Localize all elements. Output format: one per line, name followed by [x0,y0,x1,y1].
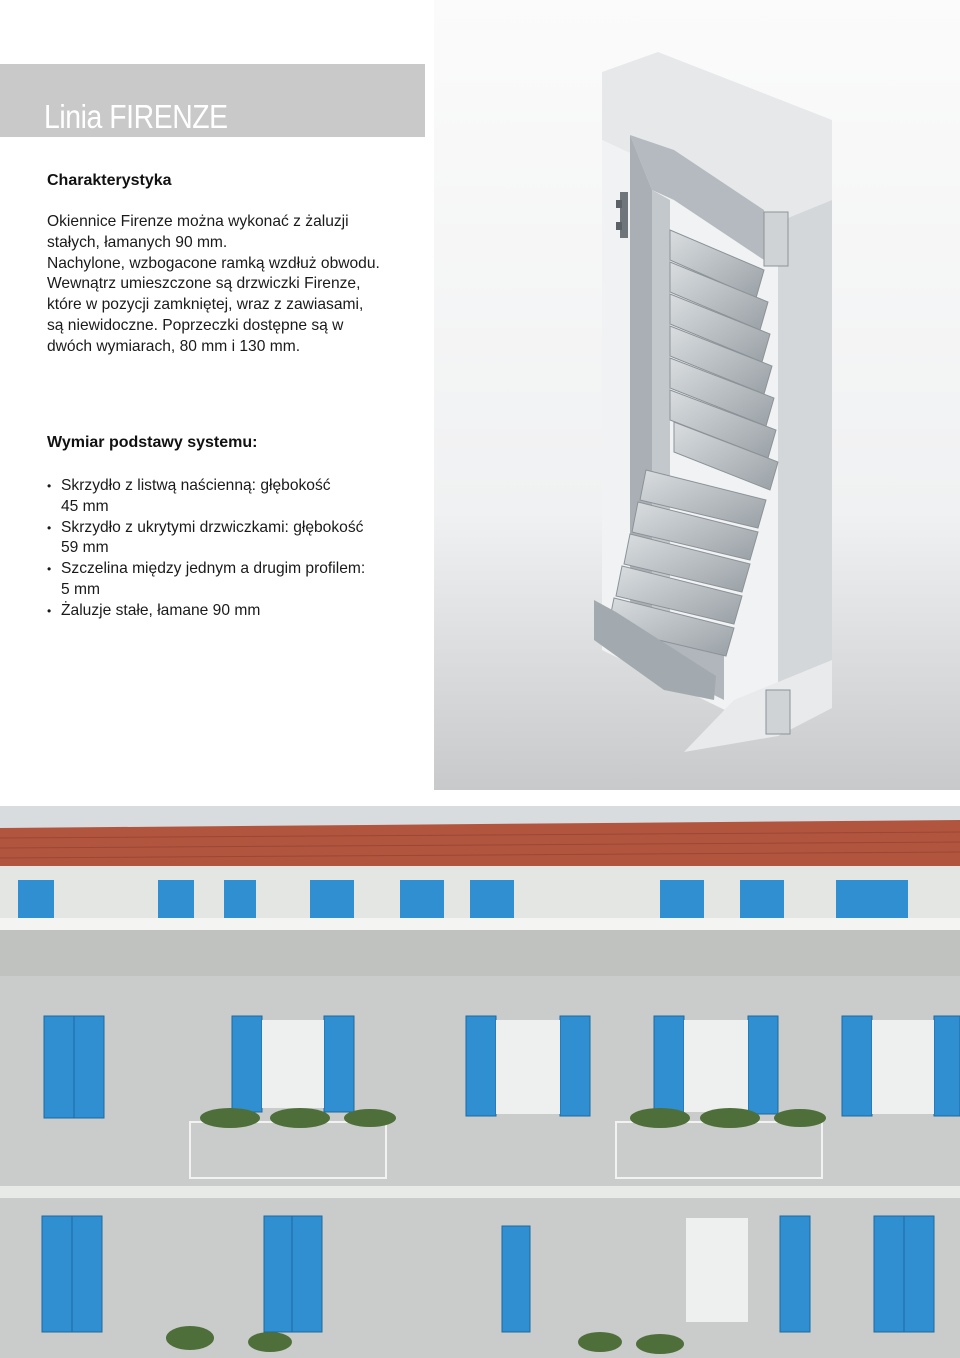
paragraph-line: Wewnątrz umieszczone są drzwiczki Firenze, [47,275,361,293]
paragraph-line: Okiennice Firenze można wykonać z żaluzji [47,213,349,230]
characteristics-paragraph [47,212,392,358]
list-item-label: Skrzydło z ukrytymi drzwiczkami: głębokość [61,518,364,536]
paragraph-line: są niewidoczne. Poprzeczki dostępne są w [47,316,344,334]
characteristics-heading: Charakterystyka [47,172,172,189]
dimensions-heading: Wymiar podstawy systemu: [47,434,258,451]
list-item-label: Skrzydło z listwą naścienną: głębokość [61,477,331,494]
list-item [47,518,387,560]
list-item [47,476,387,518]
list-item [47,559,387,601]
list-item-label: Szczelina między jednym a drugim profilem: [61,560,366,578]
list-item [47,601,387,622]
building-facade-image [0,806,960,1358]
paragraph-line: dwóch wymiarach, 80 mm i 130 mm. [47,337,301,355]
list-item-value: 45 mm [61,497,109,515]
list-item-value: 59 mm [61,539,109,557]
dimensions-list [47,476,387,622]
list-item-label: Żaluzje stałe, łamane 90 mm [61,601,261,619]
paragraph-line: stałych, łamanych 90 mm. [47,233,228,251]
shutter-profile-image [434,0,960,790]
page-title: Linia FIRENZE [44,98,228,135]
paragraph-line: Nachylone, wzbogacone ramką wzdłuż obwodu. [47,254,380,272]
paragraph-line: które w pozycji zamkniętej, wraz z zawiasami, [47,296,364,314]
list-item-value: 5 mm [61,580,100,598]
